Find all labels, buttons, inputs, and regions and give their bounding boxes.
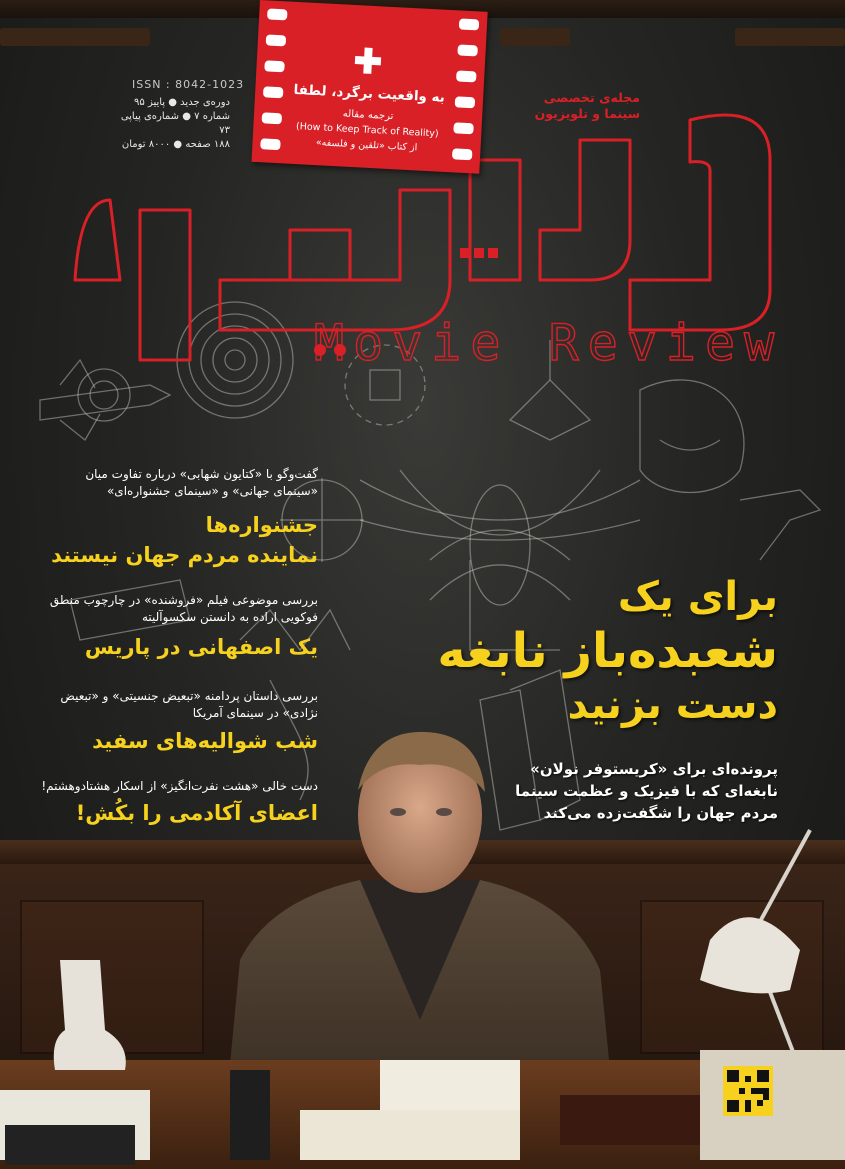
story-title-line: نماینده مردم جهان نیستند [51, 543, 318, 567]
story-title: یک اصفهانی در پاریس [84, 635, 318, 659]
ticket-headline: به واقعیت برگرد، لطفا [293, 81, 446, 106]
film-perforation [457, 44, 478, 56]
issue-info-line: شماره ۷ ● شماره‌ی پیاپی ۷۳ [120, 111, 230, 136]
desk-items [0, 1030, 845, 1169]
film-perforation [262, 112, 283, 124]
film-perforation [453, 122, 474, 134]
story-intro: بررسی موضوعی فیلم «فروشنده» در چارچوب منطق فوکویی اراده به دانستن سکسوآلیته [49, 593, 318, 624]
film-perforation [452, 148, 473, 160]
lead-subtitle-line: پرونده‌ای برای «کریستوفر نولان» [530, 760, 778, 778]
issue-info-line: دوره‌ی جدید ● پاییز ۹۵ [134, 97, 230, 108]
lead-headline-line: شعبده‌باز نابغه [437, 623, 778, 679]
story-title-line: جشنواره‌ها [205, 513, 318, 537]
plus-icon [352, 45, 384, 77]
tagline-line: سینما و تلویزیون [534, 106, 640, 121]
film-perforation [264, 60, 285, 72]
story-intro: گفت‌وگو با «کتایون شهابی» درباره تفاوت میان «سینمای جهانی» و «سینمای جشنواره‌ای» [85, 467, 318, 498]
story-intro: بررسی داستان پردامنه «تبعیض جنسیتی» و «تبعیض نژادی» در سینمای آمریکا [60, 689, 318, 720]
qr-code-icon [727, 1070, 769, 1112]
issue-info-line: ۱۸۸ صفحه ● ۸۰۰۰ تومان [121, 139, 230, 150]
story-title [40, 510, 318, 570]
film-perforation [455, 96, 476, 108]
ticket-line: از کتاب «تلقین و فلسفه» [315, 137, 418, 154]
magazine-tagline [520, 90, 640, 122]
board-rail-left [0, 28, 150, 46]
film-perforation [263, 86, 284, 98]
lead-subtitle-line: مردم جهان را شگفت‌زده می‌کند [543, 804, 778, 822]
qr-code[interactable] [723, 1066, 773, 1116]
film-perforation [266, 34, 287, 46]
film-perforation [459, 18, 480, 30]
tagline-line: مجله‌ی تخصصی [543, 90, 640, 105]
lead-subtitle-line: نابغه‌ای که با فیزیک و عظمت سینما [515, 782, 778, 800]
feature-ticket [252, 0, 488, 174]
issn-number: ISSN : 8042-1023 [132, 78, 245, 91]
film-perforation [260, 138, 281, 150]
ticket-line: (How to Keep Track of Reality) [295, 121, 439, 140]
story-title: شب شوالیه‌های سفید [92, 729, 318, 753]
board-rail-mid [500, 28, 570, 46]
story-title: اعضای آکادمی را بکُش! [75, 801, 318, 825]
film-perforation [456, 70, 477, 82]
film-perforation [267, 8, 288, 20]
lead-headline [340, 572, 778, 730]
story-intro: دست خالی «هشت نفرت‌انگیز» از اسکار هشتادوهشتم! [41, 779, 318, 793]
ticket-line: ترجمه مقاله [342, 108, 394, 123]
lead-headline-line: برای یک [617, 574, 778, 620]
issue-info [120, 96, 230, 152]
lead-headline-line: دست بزنید [567, 682, 778, 728]
english-title: Movie Review [314, 314, 784, 372]
board-rail-right [735, 28, 845, 46]
